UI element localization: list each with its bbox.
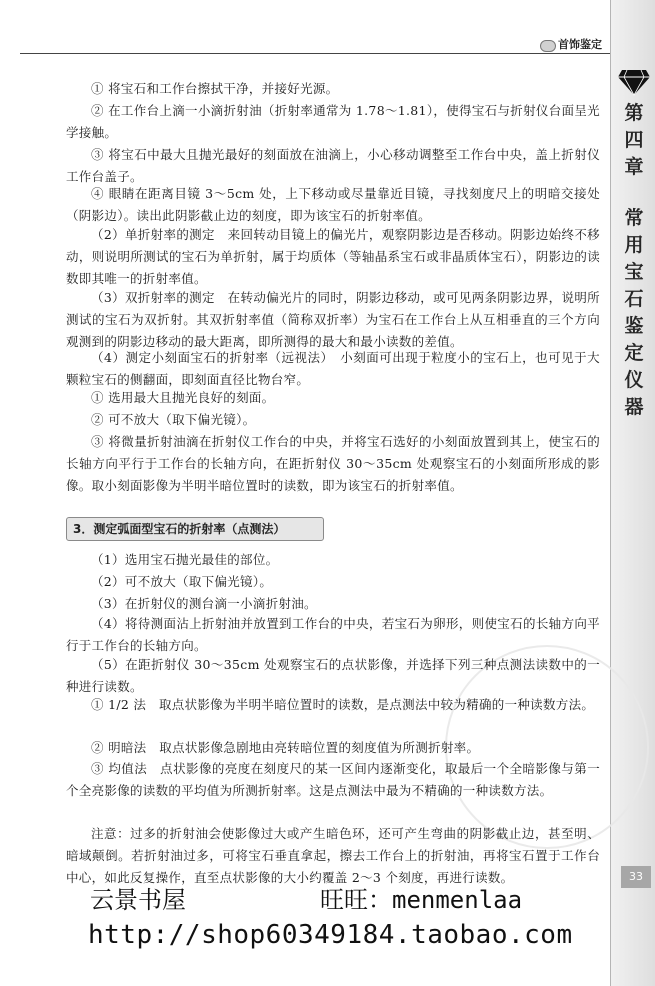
header-rule xyxy=(20,53,615,54)
paragraph: （5）在距折射仪 30～35cm 处观察宝石的点状影像，并选择下列三种点测法读数中的一种进行读数。 xyxy=(66,657,600,694)
paragraph: ② 可不放大（取下偏光镜）。 xyxy=(91,412,256,427)
paragraph: （1）选用宝石抛光最佳的部位。 xyxy=(91,552,279,567)
paragraph: （3）双折射率的测定 在转动偏光片的同时，阴影边移动，或可见两条阴影边界，说明所测试的宝石为双折射。其双折射率值（简称双折率）为宝石在工作台上从互相垂直的三个方向观测到的阴影边移动的最大距离，即所测得的最大和最小读数的差值。 xyxy=(66,290,600,349)
paragraph: ② 明暗法 取点状影像急剧地由亮转暗位置的刻度值为所测折射率。 xyxy=(91,740,480,755)
paragraph: （4）测定小刻面宝石的折射率（远视法） 小刻面可出现于粒度小的宝石上，也可见于大颗粒宝石的侧翻面，即刻面直径比物台窄。 xyxy=(66,350,600,387)
running-header: 首饰鉴定 xyxy=(558,38,602,51)
paragraph: ① 选用最大且抛光良好的刻面。 xyxy=(91,390,275,405)
section-heading: 3．测定弧面型宝石的折射率（点测法） xyxy=(66,517,324,541)
chapter-number: 第四章 xyxy=(624,102,644,178)
diamond-icon xyxy=(617,66,651,96)
paragraph: （3）在折射仪的测台滴一小滴折射油。 xyxy=(91,596,317,611)
book-logo-icon xyxy=(540,40,556,52)
chapter-title: 常用宝石鉴定仪器 xyxy=(624,207,644,418)
paragraph: ③ 均值法 点状影像的亮度在刻度尺的某一区间内逐渐变化，取最后一个全暗影像与第一个全亮影像的读数的平均值为所测折射率。这是点测法中最为不精确的一种读数方法。 xyxy=(66,761,600,798)
paragraph: ③ 将微量折射油滴在折射仪工作台的中央，并将宝石选好的小刻面放置到其上，使宝石的长轴方向平行于工作台的长轴方向，在距折射仪 30～35cm 处观察宝石的小刻面所形成的影像。取小刻面影像为半明半暗位置时的读数，即为该宝石的折射率值。 xyxy=(66,434,600,493)
paragraph: （2）可不放大（取下偏光镜）。 xyxy=(91,574,273,589)
paragraph: 注意：过多的折射油会使影像过大或产生暗色环，还可产生弯曲的阴影截止边，甚至明、暗域颠倒。若折射油过多，可将宝石垂直拿起，擦去工作台上的折射油，再将宝石置于工作台中心，如此反复操作，直至点状影像的大小约覆盖 2～3 个刻度，再进行读数。 xyxy=(66,826,600,885)
paragraph: ④ 眼睛在距离目镜 3～5cm 处，上下移动或尽量靠近目镜，寻找刻度尺上的明暗交接处（阴影边）。读出此阴影截止边的刻度，即为该宝石的折射率值。 xyxy=(66,186,600,223)
paragraph: ③ 将宝石中最大且抛光最好的刻面放在油滴上，小心移动调整至工作台中央，盖上折射仪工作台盖子。 xyxy=(66,147,600,184)
paragraph: ① 1/2 法 取点状影像为半明半暗位置时的读数，是点测法中较为精确的一种读数方法。 xyxy=(91,697,595,712)
paragraph: ① 将宝石和工作台擦拭干净，并接好光源。 xyxy=(91,81,339,96)
paragraph: （4）将待测面沾上折射油并放置到工作台的中央，若宝石为卵形，则使宝石的长轴方向平行于工作台的长轴方向。 xyxy=(66,616,600,653)
page-number: 33 xyxy=(621,866,651,888)
paragraph: （2）单折射率的测定 来回转动目镜上的偏光片，观察阴影边是否移动。阴影边始终不移动，则说明所测试的宝石为单折射，属于均质体（等轴晶系宝石或非晶质体宝石），阴影边的读数即其唯一的折射率值。 xyxy=(66,227,600,286)
watermark-wangwang: 旺旺：menmenlaa xyxy=(320,886,523,914)
watermark-url: http://shop60349184.taobao.com xyxy=(88,920,573,950)
paragraph: ② 在工作台上滴一小滴折射油（折射率通常为 1.78～1.81），使得宝石与折射仪台面呈光学接触。 xyxy=(66,103,600,140)
watermark-shop-name: 云景书屋 xyxy=(90,886,186,914)
